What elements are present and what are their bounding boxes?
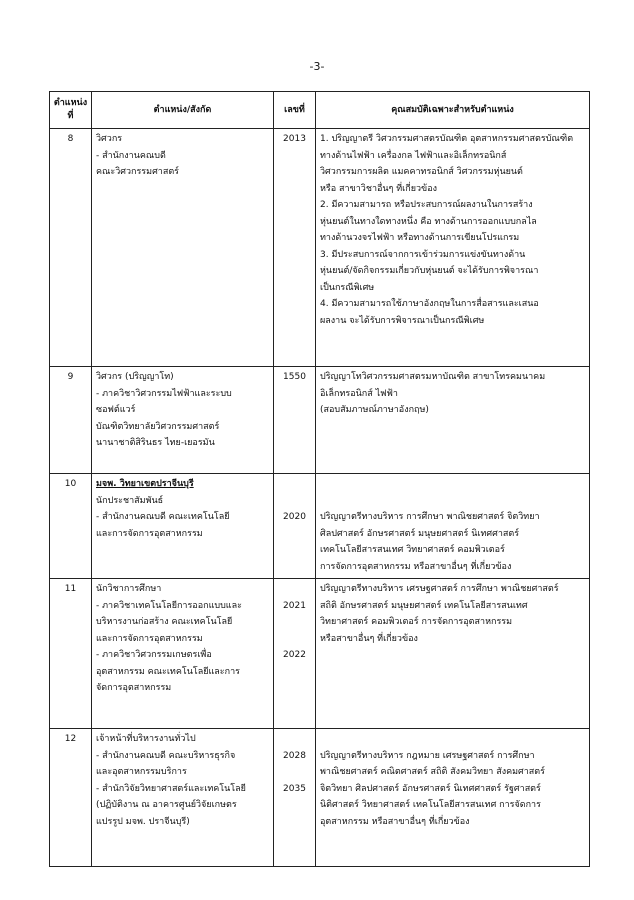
table-row bbox=[50, 729, 590, 867]
qualification-line: เทคโนโลยีสารสนเทศ วิทยาศาสตร์ คอมพิวเตอร์ bbox=[320, 545, 505, 555]
spacer bbox=[278, 731, 311, 748]
position-code-cell bbox=[274, 729, 316, 867]
spacer bbox=[278, 764, 311, 781]
spacer bbox=[320, 493, 585, 510]
position-code: 2022 bbox=[283, 650, 306, 660]
position-line: จัดการอุตสาหกรรม bbox=[96, 683, 172, 693]
qualification-line: 1. ปริญญาตรี วิศวกรรมศาสตรบัณฑิต อุตสาหกรรมศาสตรบัณฑิต bbox=[320, 134, 574, 144]
spacer bbox=[278, 581, 311, 598]
qualification-line: ปริญญาตรีทางบริหาร กฎหมาย เศรษฐศาสตร์ การศึกษา bbox=[320, 750, 535, 761]
qualification-line: ทางด้านไฟฟ้า เครื่องกล ไฟฟ้าและอิเล็กทรอนิกส์ bbox=[320, 150, 507, 161]
qualification-line: (สอบสัมภาษณ์ภาษาอังกฤษ) bbox=[320, 405, 429, 415]
qualification-line: พาณิชยศาสตร์ คณิตศาสตร์ สถิติ สังคมวิทยา สังคมศาสตร์ bbox=[320, 767, 545, 777]
position-cell bbox=[92, 129, 274, 367]
position-code-cell bbox=[274, 474, 316, 579]
qualification-line: ปริญญาโทวิศวกรรมศาสตรมหาบัณฑิต สาขาโทรคมนาคม bbox=[320, 372, 546, 382]
qualification-line: ปริญญาตรีทางบริหาร เศรษฐศาสตร์ การศึกษา พาณิชยศาสตร์ bbox=[320, 584, 559, 594]
position-line: - สำนักงานคณบดี คณะบริหารธุรกิจ bbox=[96, 750, 236, 761]
position-code: 1550 bbox=[274, 367, 316, 474]
spacer bbox=[278, 493, 311, 510]
position-line: - สำนักงานคณบดี bbox=[96, 150, 166, 161]
position-line: นักวิชาการศึกษา bbox=[96, 584, 162, 594]
table-row bbox=[50, 129, 590, 367]
position-line: - ภาควิชาวิศวกรรมไฟฟ้าและระบบ bbox=[96, 388, 232, 399]
qualification-line: วิทยาศาสตร์ คอมพิวเตอร์ การจัดการอุตสาหกรรม bbox=[320, 617, 513, 627]
page-number: -3- bbox=[309, 60, 325, 73]
spacer bbox=[278, 631, 311, 648]
qualification-line: ผลงาน จะได้รับการพิจารณาเป็นกรณีพิเศษ bbox=[320, 315, 485, 326]
qualification-line: หุ่นยนต์/จัดกิจกรรมเกี่ยวกับหุ่นยนต์ จะได้รับการพิจารณา bbox=[320, 266, 539, 276]
table-row bbox=[50, 579, 590, 729]
qualification-line: นิติศาสตร์ วิทยาศาสตร์ เทคโนโลยีสารสนเทศ การจัดการ bbox=[320, 800, 541, 810]
spacer bbox=[320, 476, 585, 493]
spacer bbox=[278, 614, 311, 631]
qualification-line: 3. มีประสบการณ์จากการเข้าร่วมการแข่งขันทางด้าน bbox=[320, 249, 526, 260]
position-line: คณะวิศวกรรมศาสตร์ bbox=[96, 167, 180, 177]
position-line: วิศวกร (ปริญญาโท) bbox=[96, 372, 174, 382]
spacer bbox=[278, 476, 311, 493]
position-line: และการจัดการอุตสาหกรรม bbox=[96, 633, 203, 644]
qualification-line: หรือ สาขาวิชาอื่นๆ ที่เกี่ยวข้อง bbox=[320, 183, 437, 194]
positions-table bbox=[49, 91, 590, 867]
qualification-cell bbox=[316, 729, 590, 867]
qualification-cell bbox=[316, 579, 590, 729]
row-number: 9 bbox=[50, 367, 92, 474]
position-line: บริหารงานก่อสร้าง คณะเทคโนโลยี bbox=[96, 617, 233, 627]
row-number: 12 bbox=[50, 729, 92, 867]
position-line: และอุตสาหกรรมบริการ bbox=[96, 767, 187, 777]
position-line: บัณฑิตวิทยาลัยวิศวกรรมศาสตร์ bbox=[96, 421, 220, 432]
campus-title: มจพ. วิทยาเขตปราจีนบุรี bbox=[96, 479, 194, 489]
position-cell bbox=[92, 729, 274, 867]
qualification-line: หุ่นยนต์ในทางใดทางหนึ่ง คือ ทางด้านการออกแบบกลไล bbox=[320, 216, 537, 227]
position-line: ซอฟต์แวร์ bbox=[96, 405, 136, 415]
position-cell bbox=[92, 474, 274, 579]
position-code: 2021 bbox=[283, 600, 306, 611]
position-code-cell bbox=[274, 579, 316, 729]
table-row bbox=[50, 367, 590, 474]
qualification-cell bbox=[316, 367, 590, 474]
qualification-line: อุตสาหกรรม หรือสาขาอื่นๆ ที่เกี่ยวข้อง bbox=[320, 816, 470, 827]
qualification-cell bbox=[316, 129, 590, 367]
header-code: เลขที่ bbox=[274, 92, 316, 129]
qualification-line: วิศวกรรมการผลิต แมคคาทรอนิกส์ วิศวกรรมหุ่นยนต์ bbox=[320, 167, 523, 177]
qualification-line: สถิติ อักษรศาสตร์ มนุษยศาสตร์ เทคโนโลยีสารสนเทศ bbox=[320, 600, 528, 611]
qualification-line: อิเล็กทรอนิกส์ ไฟฟ้า bbox=[320, 388, 398, 399]
position-line: อุตสาหกรรม คณะเทคโนโลยีและการ bbox=[96, 666, 240, 677]
header-position-unit: ตำแหน่ง/สังกัด bbox=[92, 92, 274, 129]
table-header-row bbox=[50, 92, 590, 129]
position-line: - สำนักวิจัยวิทยาศาสตร์และเทคโนโลยี bbox=[96, 783, 246, 794]
position-cell bbox=[92, 579, 274, 729]
qualification-line: จิตวิทยา ศิลปศาสตร์ อักษรศาสตร์ นิเทศศาสตร์ รัฐศาสตร์ bbox=[320, 783, 541, 794]
row-number: 11 bbox=[50, 579, 92, 729]
qualification-line: หรือสาขาอื่นๆ ที่เกี่ยวข้อง bbox=[320, 633, 418, 644]
qualification-line: ปริญญาตรีทางบริหาร การศึกษา พาณิชยศาสตร์ จิตวิทยา bbox=[320, 512, 540, 522]
row-number: 10 bbox=[50, 474, 92, 579]
qualification-line: ศิลปศาสตร์ อักษรศาสตร์ มนุษยศาสตร์ นิเทศศาสตร์ bbox=[320, 528, 520, 539]
table-row bbox=[50, 474, 590, 579]
header-qualification: คุณสมบัติเฉพาะสำหรับตำแหน่ง bbox=[316, 92, 590, 129]
position-line: - ภาควิชาวิศวกรรมเกษตรเพื่อ bbox=[96, 650, 212, 660]
qualification-line: เป็นกรณีพิเศษ bbox=[320, 282, 375, 293]
position-line: วิศวกร bbox=[96, 134, 123, 144]
position-line: เจ้าหน้าที่บริหารงานทั่วไป bbox=[96, 734, 196, 744]
position-code: 2028 bbox=[283, 750, 306, 761]
position-line: แปรรูป มจพ. ปราจีนบุรี) bbox=[96, 816, 190, 827]
qualification-line: การจัดการอุตสาหกรรม หรือสาขาอื่นๆ ที่เกี่ยวข้อง bbox=[320, 561, 512, 572]
position-line: - ภาควิชาเทคโนโลยีการออกแบบและ bbox=[96, 600, 242, 611]
qualification-line: ทางด้านวงจรไฟฟ้า หรือทางด้านการเขียนโปรแกรม bbox=[320, 233, 520, 243]
position-line: นักประชาสัมพันธ์ bbox=[96, 495, 164, 506]
position-line: (ปฏิบัติงาน ณ อาคารศูนย์วิจัยเกษตร bbox=[96, 800, 237, 810]
position-cell bbox=[92, 367, 274, 474]
position-code: 2020 bbox=[283, 512, 306, 522]
position-line: และการจัดการอุตสาหกรรม bbox=[96, 528, 203, 539]
row-number: 8 bbox=[50, 129, 92, 367]
position-code: 2013 bbox=[274, 129, 316, 367]
header-position-no: ตำแหน่ง ที่ bbox=[50, 92, 92, 129]
spacer bbox=[320, 731, 585, 748]
position-line: นานาชาติสิรินธร ไทย-เยอรมัน bbox=[96, 438, 215, 448]
position-line: - สำนักงานคณบดี คณะเทคโนโลยี bbox=[96, 512, 230, 522]
qualification-line: 4. มีความสามารถใช้ภาษาอังกฤษในการสื่อสารและเสนอ bbox=[320, 299, 539, 309]
position-code: 2035 bbox=[283, 783, 306, 794]
qualification-line: 2. มีความสามารถ หรือประสบการณ์ผลงานในการสร้าง bbox=[320, 200, 533, 210]
qualification-cell bbox=[316, 474, 590, 579]
